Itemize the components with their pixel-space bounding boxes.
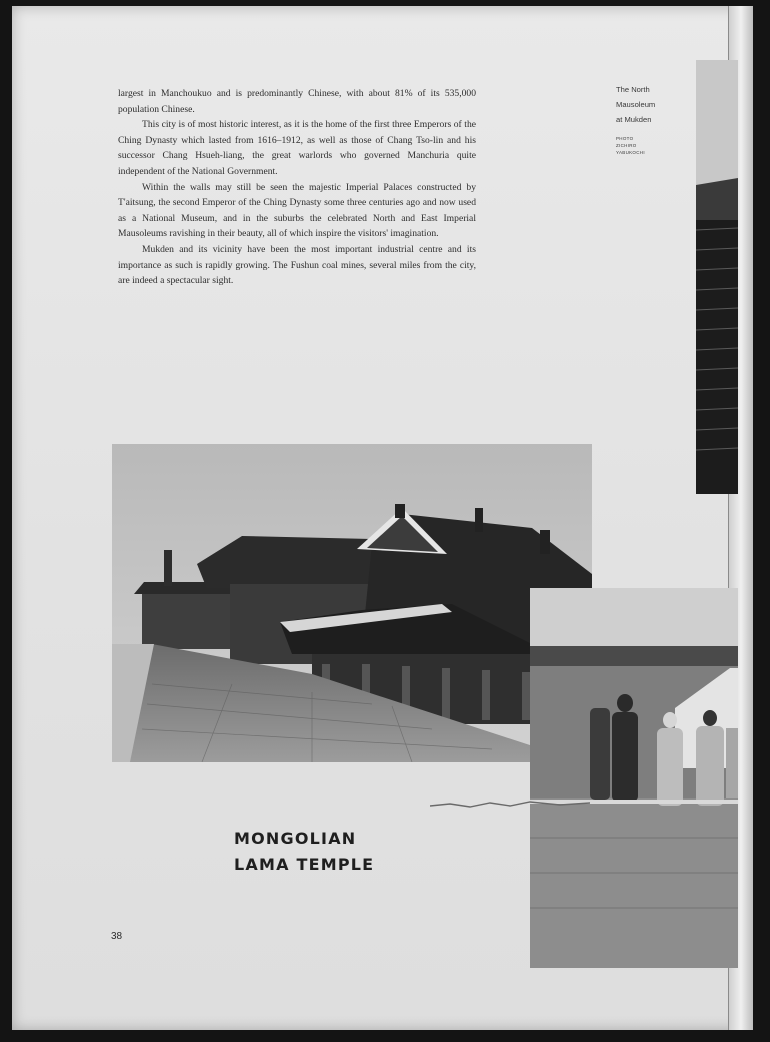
mausoleum-photo	[696, 60, 738, 494]
credit-line: ZICHIRO	[616, 143, 637, 148]
mausoleum-caption	[616, 82, 680, 127]
temple-caption	[234, 826, 374, 878]
article-paragraph: Mukden and its vicinity have been the most important industrial centre and its importance as such is rapidly growing. The Fushun coal mines, several miles from the city, are indeed a spectacular sight.	[118, 243, 476, 287]
credit-line: YABUKOCHI	[616, 150, 645, 155]
photo-credit	[616, 135, 676, 156]
temple-caption-line: LAMA TEMPLE	[234, 855, 375, 874]
page-number: 38	[111, 931, 123, 942]
article-body	[118, 86, 476, 289]
article-paragraph: Within the walls may still be seen the majestic Imperial Palaces constructed by T'aitsung, the second Emperor of the Ching Dynasty some three centuries ago and now used as a National Museum, and in the suburbs the celebrated North and East Imperial Mausoleums ravishing in their beauty, all of which inspire the visitors' imagination.	[118, 181, 476, 240]
article-paragraph: largest in Manchoukuo and is predominantly Chinese, with about 81% of its 535,000 population Chinese.	[118, 88, 476, 115]
caption-line: Mausoleum	[616, 100, 656, 109]
temple-caption-line: MONGOLIAN	[234, 829, 357, 848]
credit-line: PHOTO	[616, 136, 634, 141]
caption-line: The North	[616, 85, 650, 94]
paper-tear	[430, 798, 590, 812]
lama-temple-photo	[112, 444, 592, 762]
article-paragraph: This city is of most historic interest, as it is the home of the first three Emperors of the Ching Dynasty which lasted from 1616–1912, as well as those of Chang Tso-lin and his successor Chang Hsueh-liang, the great warlords who governed Manchuria quite independent of the National Government.	[118, 119, 476, 177]
lamas-courtyard-photo	[530, 588, 738, 968]
caption-line: at Mukden	[616, 115, 652, 124]
